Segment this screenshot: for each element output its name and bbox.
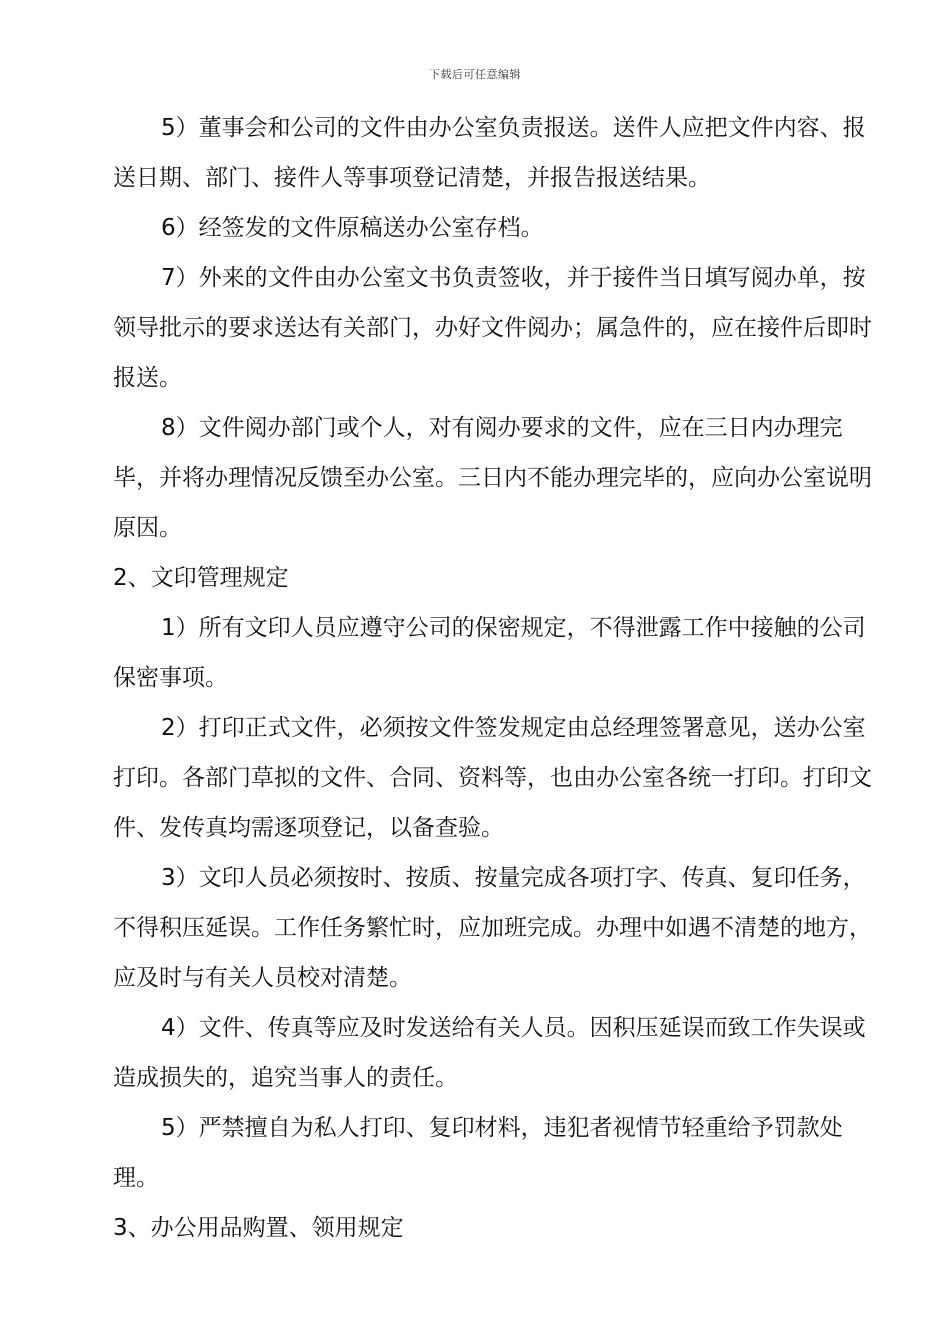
paragraph: 7）外来的文件由办公室文书负责签收，并于接件当日填写阅办单，按领导批示的要求送达有关部门，办好文件阅办；属急件的，应在接件后即时报送。 (113, 265, 872, 391)
section-heading: 3、办公用品购置、领用规定 (113, 1215, 404, 1241)
paragraph: 2）打印正式文件，必须按文件签发规定由总经理签署意见，送办公室打印。各部门草拟的文件、合同、资料等，也由办公室各统一打印。打印文件、发传真均需逐项登记，以备查验。 (113, 715, 872, 841)
document-body (113, 103, 873, 1253)
paragraph: 8）文件阅办部门或个人，对有阅办要求的文件，应在三日内办理完毕，并将办理情况反馈至办公室。三日内不能办理完毕的，应向办公室说明原因。 (113, 415, 872, 541)
header-note: 下载后可任意编辑 (429, 68, 521, 81)
paragraph: 3）文印人员必须按时、按质、按量完成各项打字、传真、复印任务，不得积压延误。工作任务繁忙时，应加班完成。办理中如遇不清楚的地方，应及时与有关人员校对清楚。 (113, 865, 872, 991)
paragraph: 5）严禁擅自为私人打印、复印材料，违犯者视情节轻重给予罚款处理。 (113, 1115, 843, 1191)
paragraph: 1）所有文印人员应遵守公司的保密规定，不得泄露工作中接触的公司保密事项。 (113, 615, 866, 691)
paragraph: 6）经签发的文件原稿送办公室存档。 (161, 215, 544, 241)
paragraph: 4）文件、传真等应及时发送给有关人员。因积压延误而致工作失误或造成损失的，追究当事人的责任。 (113, 1015, 866, 1091)
section-heading: 2、文印管理规定 (113, 565, 289, 591)
paragraph: 5）董事会和公司的文件由办公室负责报送。送件人应把文件内容、报送日期、部门、接件人等事项登记清楚，并报告报送结果。 (113, 115, 866, 191)
